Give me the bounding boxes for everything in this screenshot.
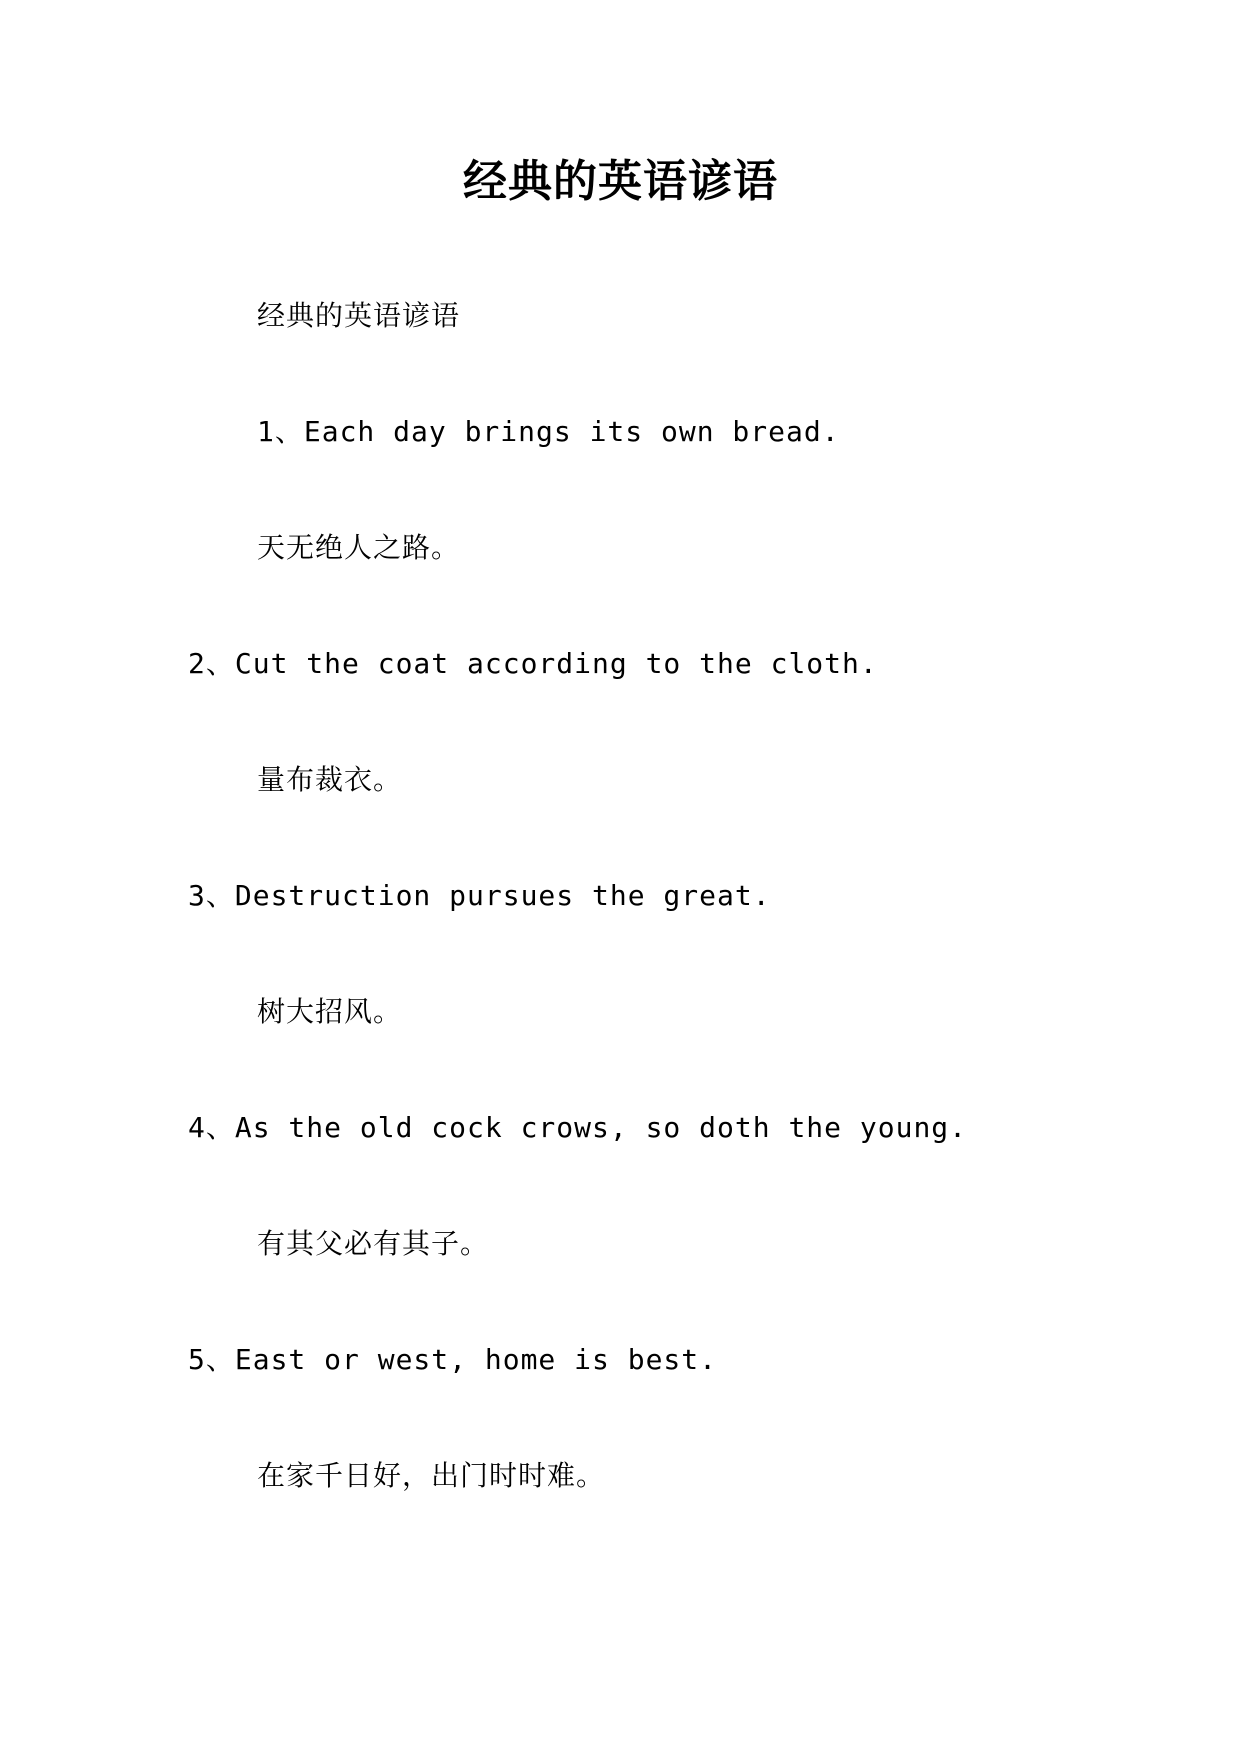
document-title: 经典的英语谚语 <box>463 156 778 207</box>
proverb-5-chinese: 在家千日好，出门时时难。 <box>257 1459 606 1492</box>
proverb-2-chinese: 量布裁衣。 <box>257 763 403 796</box>
proverb-4-english: 4、As the old cock crows, so doth the young. <box>188 1111 968 1144</box>
proverb-3-english: 3、Destruction pursues the great. <box>188 879 771 912</box>
proverb-5-english: 5、East or west, home is best. <box>188 1343 718 1376</box>
document-subtitle: 经典的英语谚语 <box>257 299 461 332</box>
proverb-1-english: 1、Each day brings its own bread. <box>257 415 840 448</box>
proverb-4-chinese: 有其父必有其子。 <box>257 1227 490 1260</box>
proverb-3-chinese: 树大招风。 <box>257 995 403 1028</box>
proverb-1-chinese: 天无绝人之路。 <box>257 531 461 564</box>
proverb-2-english: 2、Cut the coat according to the cloth. <box>188 647 878 680</box>
